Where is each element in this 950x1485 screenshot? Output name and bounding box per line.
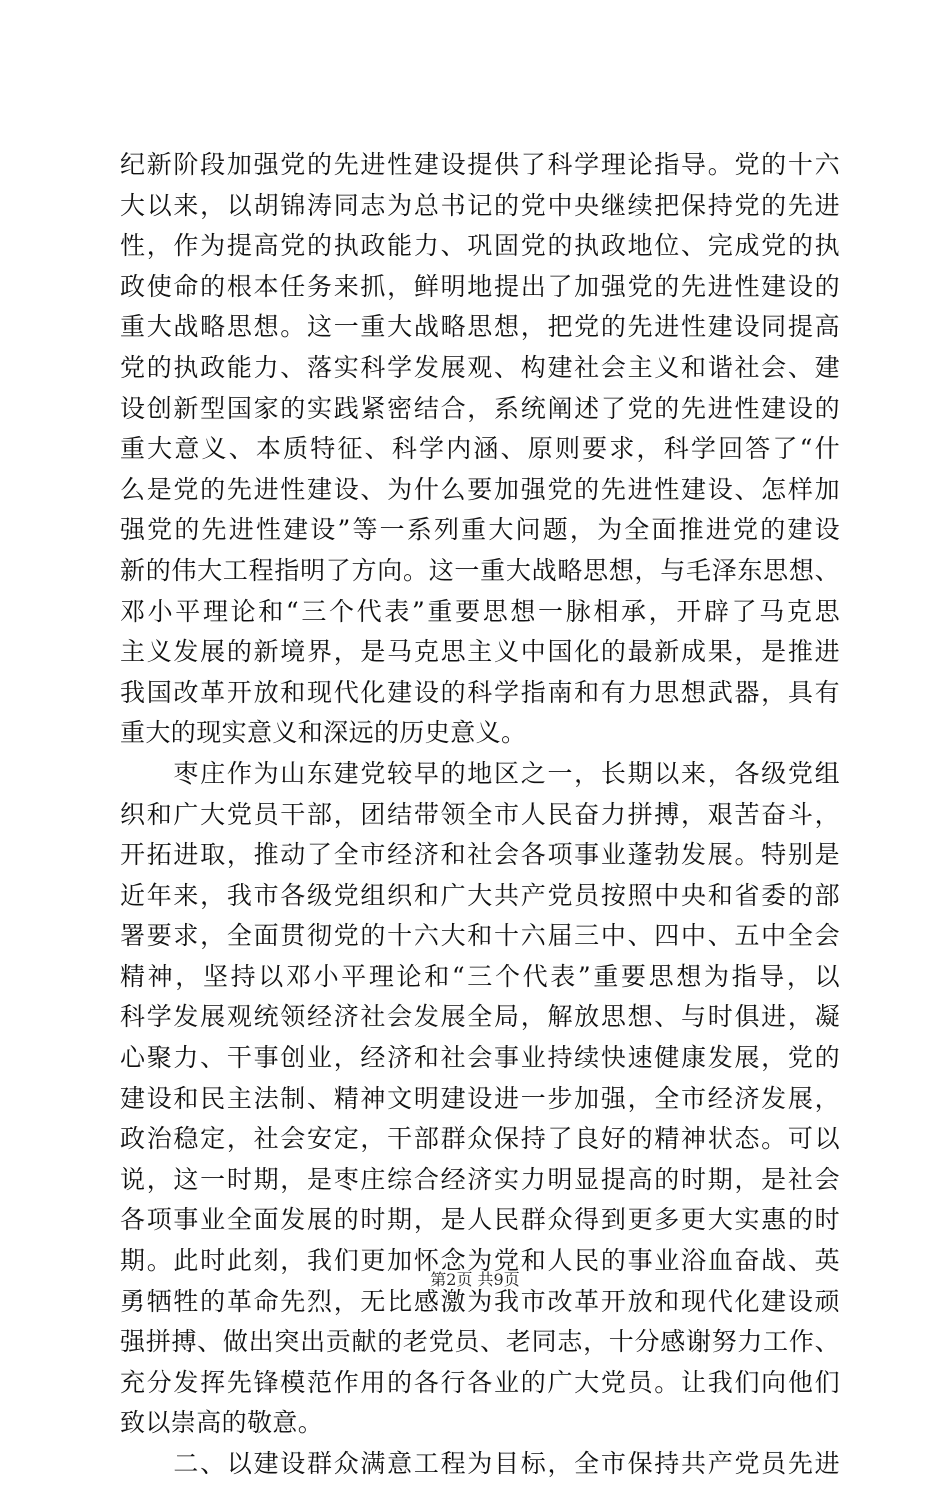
text-line: 党的执政能力、落实科学发展观、构建社会主义和谐社会、建 [120,352,840,382]
text-line: 重大战略思想。这一重大战略思想，把党的先进性建设同提高 [120,312,840,342]
text-line: 二、以建设群众满意工程为目标，全市保持共产党员先进 [120,1449,840,1478]
text-line: 么是党的先进性建设、为什么要加强党的先进性建设、怎样加 [120,474,840,504]
text-line: 精神，坚持以邓小平理论和“三个代表”重要思想为指导，以 [120,961,840,991]
page-number-footer: 第2页 共9页 [430,1270,520,1289]
text-line: 心聚力、干事创业，经济和社会事业持续快速健康发展，党的 [120,1043,840,1073]
text-line: 邓小平理论和“三个代表”重要思想一脉相承，开辟了马克思 [120,596,840,626]
text-line: 主义发展的新境界，是马克思主义中国化的最新成果，是推进 [120,637,840,667]
text-line: 致以崇高的敬意。 [120,1408,324,1438]
text-line: 重大的现实意义和深远的历史意义。 [120,718,527,748]
text-line: 科学发展观统领经济社会发展全局，解放思想、与时俱进，凝 [120,1002,840,1032]
text-line: 近年来，我市各级党组织和广大共产党员按照中央和省委的部 [120,880,840,910]
text-line: 强党的先进性建设”等一系列重大问题，为全面推进党的建设 [120,515,840,545]
text-line: 充分发挥先锋模范作用的各行各业的广大党员。让我们向他们 [120,1367,840,1397]
text-line: 政治稳定，社会安定，干部群众保持了良好的精神状态。可以 [120,1124,840,1154]
text-line: 署要求，全面贯彻党的十六大和十六届三中、四中、五中全会 [120,921,840,951]
text-line: 重大意义、本质特征、科学内涵、原则要求，科学回答了“什 [120,434,840,464]
text-line: 设创新型国家的实践紧密结合，系统阐述了党的先进性建设的 [120,393,840,423]
text-line: 大以来，以胡锦涛同志为总书记的党中央继续把保持党的先进 [120,190,840,220]
text-line: 期。此时此刻，我们更加怀念为党和人民的事业浴血奋战、英 [120,1246,840,1276]
text-line: 织和广大党员干部，团结带领全市人民奋力拼搏，艰苦奋斗， [120,799,840,829]
text-line: 强拼搏、做出突出贡献的老党员、老同志，十分感谢努力工作、 [120,1327,840,1357]
text-line: 政使命的根本任务来抓，鲜明地提出了加强党的先进性建设的 [120,271,840,301]
text-line: 枣庄作为山东建党较早的地区之一，长期以来，各级党组 [120,758,840,788]
text-line: 新的伟大工程指明了方向。这一重大战略思想，与毛泽东思想、 [120,555,840,585]
text-line: 勇牺牲的革命先烈，无比感激为我市改革开放和现代化建设顽 [120,1286,840,1316]
text-line: 说，这一时期，是枣庄综合经济实力明显提高的时期，是社会 [120,1164,840,1194]
text-line: 纪新阶段加强党的先进性建设提供了科学理论指导。党的十六 [120,150,840,179]
text-line: 我国改革开放和现代化建设的科学指南和有力思想武器，具有 [120,677,840,707]
text-line: 各项事业全面发展的时期，是人民群众得到更多更大实惠的时 [120,1205,840,1235]
text-line: 开拓进取，推动了全市经济和社会各项事业蓬勃发展。特别是 [120,840,840,870]
text-line: 性，作为提高党的执政能力、巩固党的执政地位、完成党的执 [120,231,840,261]
text-line: 建设和民主法制、精神文明建设进一步加强，全市经济发展， [120,1083,840,1113]
